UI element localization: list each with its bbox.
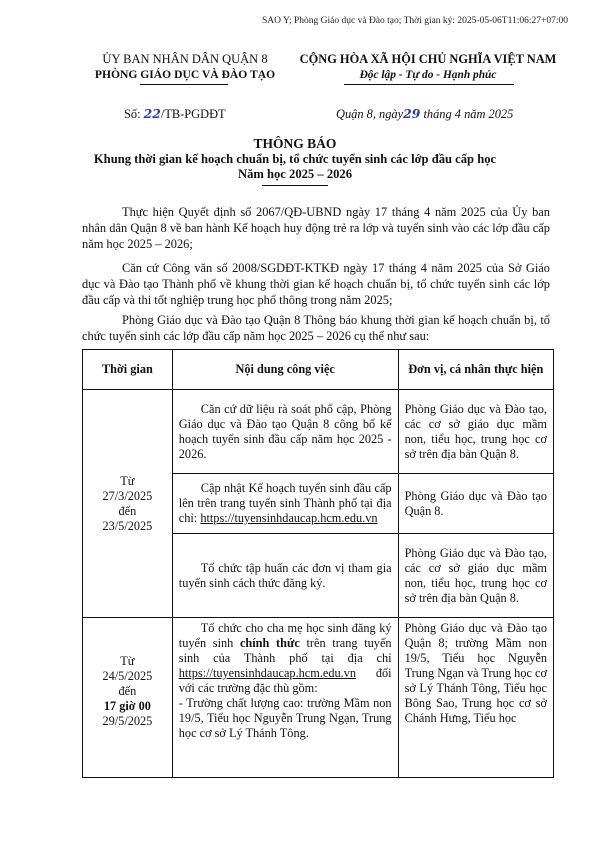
row-3-task: Tổ chức tập huấn các đơn vị tham gia tuyển sinh cách thức đăng ký. [172, 534, 398, 618]
date-prefix: Quận 8, ngày [336, 107, 404, 121]
header-divider-right [344, 84, 514, 85]
motto-line2: Độc lập - Tự do - Hạnh phúc [359, 69, 497, 81]
header-unit: Đơn vị, cá nhân thực hiện [398, 350, 553, 390]
paragraph-2-text: Căn cứ Công văn số 2008/SGDĐT-KTKĐ ngày 17 tháng 4 năm 2025 của Sở Giáo dục và Đào tạo Thành phố về khung thời gian kế hoạch chuẩn bị, tổ chức tuyển sinh các lớp đầu cấp và thi tốt nghiệp trung học phổ thông trong năm 2025; [82, 261, 550, 307]
row-4-unit: Phòng Giáo dục và Đào tạo Quận 8; trường Mầm non 19/5, Tiểu học Nguyễn Trung Ngạn và Trung học cơ sở Lý Thánh Tông, Tiểu học Bông Sao, Trung học cơ sở Chánh Hưng, Tiểu học [398, 618, 553, 778]
document-title [40, 136, 550, 182]
period-2-end: 29/5/2025 [102, 714, 153, 728]
row-2-unit: Phòng Giáo dục và Đào tạo Quận 8. [398, 474, 553, 534]
title-line2: Khung thời gian kế hoạch chuẩn bị, tổ chức tuyển sinh các lớp đầu cấp học [93, 152, 497, 166]
paragraph-2 [82, 260, 550, 308]
row-1-task: Căn cứ dữ liệu rà soát phổ cập, Phòng Giáo dục và Đào tạo Quận 8 công bố kế hoạch tuyển sinh đầu cấp năm học 2025 - 2026. [172, 390, 398, 474]
title-line3: Năm học 2025 – 2026 [237, 167, 353, 181]
motto-line1: CỘNG HÒA XÃ HỘI CHỦ NGHĨA VIỆT NAM [299, 52, 557, 66]
handwritten-number: 22 [143, 106, 161, 121]
date-suffix: tháng 4 năm 2025 [423, 107, 514, 121]
national-motto [278, 52, 578, 83]
paragraph-1 [82, 204, 550, 252]
row-4-task-part-c: đối với các trường đặc thù gồm: [178, 666, 392, 695]
tuyensinh-link[interactable]: https://tuyensinhdaucap.hcm.edu.vn [200, 511, 378, 525]
document-date [336, 106, 513, 122]
period-2-start: 24/5/2025 [102, 669, 153, 683]
header-divider-left [140, 84, 228, 85]
title-divider [262, 185, 328, 186]
digital-signature-stamp: SAO Y; Phòng Giáo dục và Đào tạo; Thời gian ký: 2025-05-06T11:06:27+07:00 [261, 16, 568, 26]
period-1-cell [83, 390, 173, 618]
header-time: Thời gian [83, 350, 173, 390]
authority-line2: PHÒNG GIÁO DỤC VÀ ĐÀO TẠO [94, 68, 276, 81]
number-label: Số: [124, 107, 141, 121]
period-1-from: Từ [120, 473, 135, 488]
row-2-task [172, 474, 398, 534]
schedule-table [82, 349, 554, 778]
tuyensinh-link[interactable]: https://tuyensinhdaucap.hcm.edu.vn [178, 666, 357, 680]
row-1-unit: Phòng Giáo dục và Đào tạo, các cơ sở giáo dục mầm non, tiểu học, trung học cơ sở trên địa bàn Quận 8. [398, 390, 553, 474]
document-number [124, 106, 226, 122]
table-row [83, 390, 554, 474]
row-4-task [172, 618, 398, 778]
number-suffix: /TB-PGDĐT [160, 107, 226, 121]
paragraph-3-text: Phòng Giáo dục và Đào tạo Quận 8 Thông báo khung thời gian kế hoạch chuẩn bị, tổ chức tuyển sinh các lớp đầu cấp năm học 2025 – 2026 cụ thể như sau: [82, 313, 550, 343]
title-line1: THÔNG BÁO [253, 136, 337, 151]
document-header [0, 52, 590, 88]
row-4-task-main [179, 621, 392, 696]
period-2-deadline-hour: 17 giờ 00 [103, 699, 151, 713]
period-1-to: đến [118, 503, 137, 518]
authority-line1: ỦY BAN NHÂN DÂN QUẬN 8 [102, 52, 268, 66]
period-1-start: 27/3/2025 [102, 488, 153, 503]
issuing-authority [80, 52, 290, 83]
row-4-task-bold: chính thức [239, 636, 300, 650]
table-row [83, 618, 554, 778]
row-4-task-part-d: - Trường chất lượng cao: trường Mầm non 19/5, Tiểu học Nguyễn Trung Ngạn, Trung học cơ sở Lý Thánh Tông. [178, 696, 392, 740]
row-2-task-text: Cập nhật Kế hoạch tuyển sinh đầu cấp lên trên trang tuyển sinh Thành phố tại địa chỉ: [178, 481, 392, 525]
table-header-row [83, 350, 554, 390]
paragraph-1-text: Thực hiện Quyết định số 2067/QĐ-UBND ngày 17 tháng 4 năm 2025 của Ủy ban nhân dân Quận 8 về ban hành Kế hoạch huy động trẻ ra lớp và tuyển sinh vào các lớp đầu cấp năm học 2025 – 2026; [82, 205, 550, 251]
header-task: Nội dung công việc [172, 350, 398, 390]
period-2-from: Từ [120, 654, 135, 668]
row-3-unit: Phòng Giáo dục và Đào tạo, các cơ sở giáo dục mầm non, tiểu học, trung học cơ sở trên địa bàn Quận 8. [398, 534, 553, 618]
row-4-task-part-b: trên trang tuyển sinh của Thành phố tại địa chỉ [178, 636, 392, 665]
period-1-end: 23/5/2025 [102, 518, 153, 533]
period-2-cell [83, 618, 173, 778]
row-4-task-part-a: Tổ chức cho cha mẹ học sinh đăng ký tuyển sinh [178, 621, 392, 650]
period-2-to: đến [118, 684, 137, 698]
paragraph-3 [82, 312, 550, 344]
handwritten-day: 29 [403, 106, 421, 121]
